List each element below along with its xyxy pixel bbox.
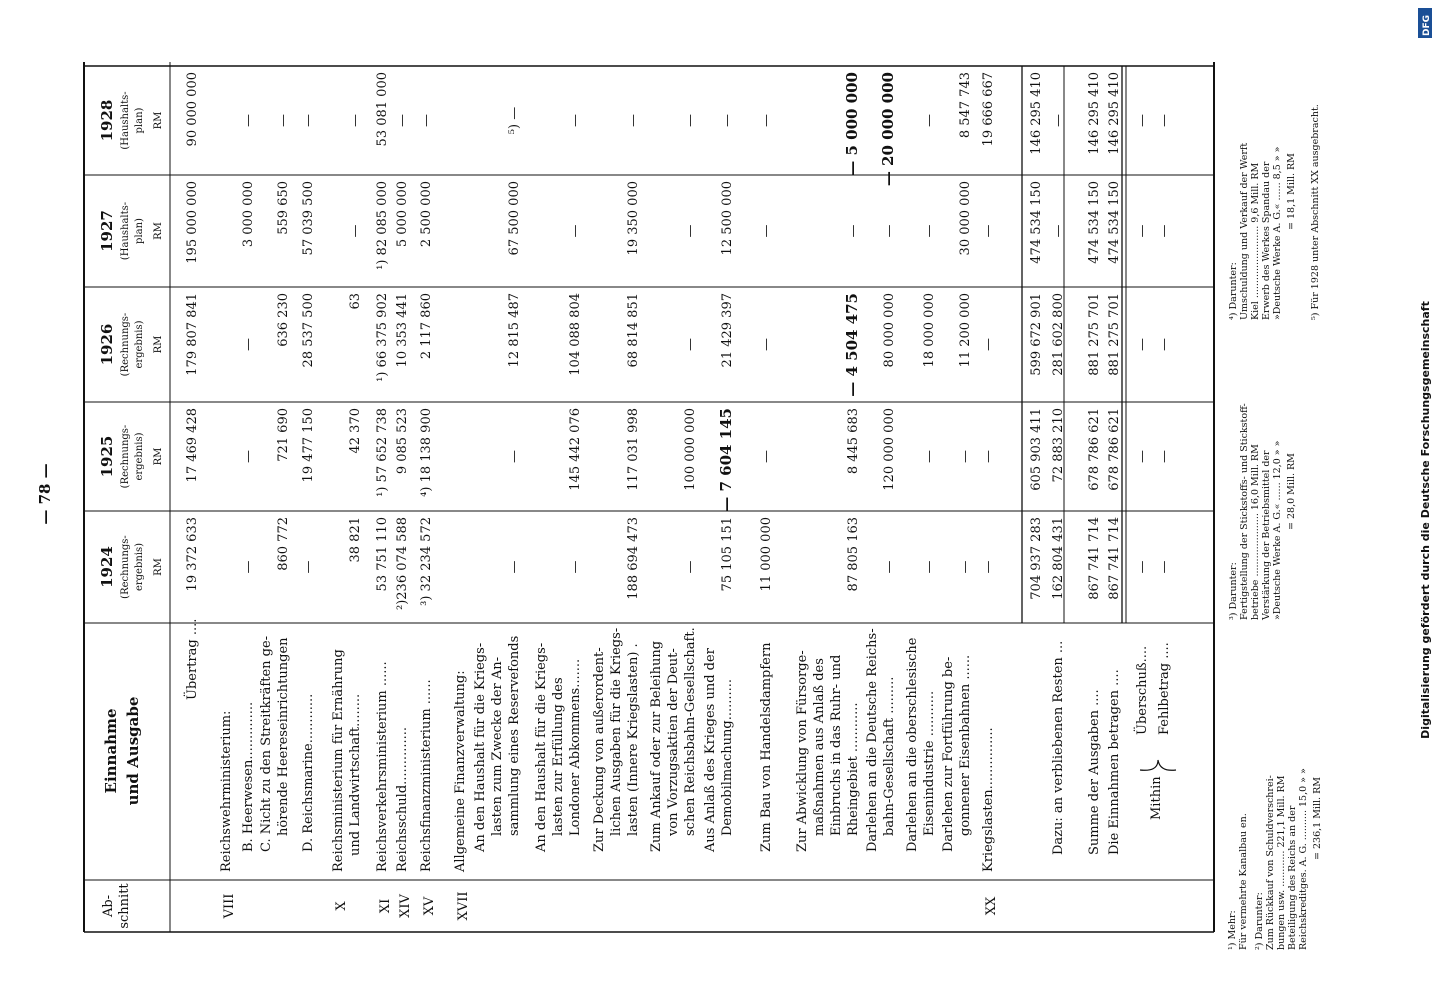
row-label: Kriegslasten............... bbox=[981, 727, 996, 872]
cell-value: — bbox=[276, 114, 291, 127]
cell-value: — bbox=[1135, 224, 1150, 238]
cell-value: 18 000 000 bbox=[922, 293, 937, 368]
row-label: An den Haushalt für die Kriegs- bbox=[534, 642, 549, 852]
total-label: Dazu: an verbliebenen Resten ... bbox=[1051, 640, 1066, 855]
cell-value: 2 117 860 bbox=[419, 293, 434, 360]
cell-value: — bbox=[981, 338, 996, 351]
cell-value: — bbox=[1135, 114, 1150, 127]
cell-value: — bbox=[683, 338, 698, 351]
table-row bbox=[259, 114, 291, 852]
cell-value: — bbox=[348, 114, 363, 127]
cell-value: 75 105 151 bbox=[720, 517, 735, 592]
row-label: Reichsministerium für Ernährung bbox=[331, 649, 346, 872]
table-row bbox=[534, 114, 583, 853]
year-subheader: plan) bbox=[134, 107, 145, 134]
cell-value: 179 807 841 bbox=[185, 293, 200, 376]
year-subheader: ergebnis) bbox=[134, 320, 145, 369]
total-label: Fehlbetrag .... bbox=[1157, 642, 1172, 735]
unit-header: RM bbox=[153, 447, 164, 466]
cell-value: — 4 504 475 bbox=[843, 293, 861, 397]
cell-value: 87 805 163 bbox=[846, 517, 861, 592]
table-row bbox=[219, 711, 237, 920]
cell-value: 721 690 bbox=[276, 408, 291, 462]
footnote-line: bungen usw. ............ 221,1 Mill. RM bbox=[1276, 775, 1287, 950]
footnote-line: »Deutsche Werke A. G.« ...... 8,5 » » bbox=[1272, 146, 1283, 320]
year-subheader: (Rechnungs- bbox=[120, 424, 131, 489]
cell-value: 474 534 150 bbox=[1029, 181, 1044, 264]
footnote-line: Zum Rückkauf von Schuldverschrei- bbox=[1265, 775, 1276, 950]
year-subheader: ergebnis) bbox=[134, 432, 145, 481]
cell-value: 21 429 397 bbox=[720, 293, 735, 368]
cell-value: — bbox=[981, 224, 996, 238]
cell-value: — bbox=[958, 450, 973, 463]
row-label: lasten zur Erfüllung des bbox=[551, 677, 566, 836]
dfg-badge: DFG bbox=[1422, 14, 1432, 36]
cell-value: — bbox=[568, 114, 583, 127]
cell-value: 53 751 110 bbox=[375, 517, 390, 592]
cell-value: ¹) 57 652 738 bbox=[375, 408, 390, 497]
cell-value: 9 085 523 bbox=[395, 408, 410, 475]
table-row bbox=[592, 114, 641, 852]
row-label: Reichsverkehrsministerium ...... bbox=[375, 661, 390, 872]
row-label: lichen Ausgaben für die Kriegs- bbox=[609, 627, 624, 836]
row-label: Rheingebiet ............ bbox=[846, 702, 861, 836]
label-header: und Ausgabe bbox=[124, 696, 142, 806]
table-row bbox=[183, 72, 200, 700]
year-subheader: plan) bbox=[134, 218, 145, 244]
row-label: Zum Bau von Handelsdampfern bbox=[759, 642, 774, 852]
cell-value: — bbox=[419, 114, 434, 127]
cell-value: 42 370 bbox=[348, 408, 363, 454]
cell-value: ⁴) 18 138 900 bbox=[419, 408, 434, 497]
footnote-line: = 236,1 Mill. RM bbox=[1312, 777, 1323, 860]
row-label: B. Heerwesen.............. bbox=[241, 701, 256, 852]
year-subheader: ergebnis) bbox=[134, 542, 145, 592]
footnote-line: »Deutsche Werke A. G.« ...... 12,0 » » bbox=[1272, 440, 1283, 620]
row-label: Aus Anlaß des Krieges und der bbox=[703, 648, 718, 852]
total-label: Die Einnahmen betragen .... bbox=[1107, 669, 1122, 855]
cell-value: 72 883 210 bbox=[1051, 408, 1066, 483]
brace bbox=[1140, 760, 1176, 770]
footnote-line: Kiel ........................ 9,6 Mill. RM bbox=[1250, 162, 1261, 320]
cell-value: 38 821 bbox=[348, 517, 363, 563]
year-subheader: (Rechnungs- bbox=[120, 312, 131, 377]
cell-value: 120 000 000 bbox=[882, 408, 897, 491]
digitization-credit: Digitalisierung gefördert durch die Deutsche Forschungsgemeinschaft bbox=[1419, 301, 1432, 739]
cell-value: 195 000 000 bbox=[185, 181, 200, 264]
footnote-line: Beteiligung des Reichs an der bbox=[1287, 805, 1298, 950]
row-label: An den Haushalt für die Kriegs- bbox=[473, 642, 488, 852]
row-label: Zur Abwicklung von Fürsorge- bbox=[795, 650, 810, 852]
footnotes bbox=[1227, 104, 1323, 950]
row-label: Reichsschuld.............. bbox=[395, 727, 410, 872]
cell-value: 881 275 701 bbox=[1087, 293, 1102, 376]
total-row bbox=[1087, 72, 1102, 855]
cell-value: 12 815 487 bbox=[507, 293, 522, 368]
row-label: Zum Ankauf oder zur Beleihung bbox=[649, 640, 664, 852]
footnote-line: = 28,0 Mill. RM bbox=[1286, 453, 1297, 530]
row-label: von Vorzugsaktien der Deut- bbox=[666, 648, 681, 836]
section-number: XI bbox=[378, 898, 393, 914]
row-label: Reichsfinanzministerium ...... bbox=[419, 679, 434, 872]
cell-value: — bbox=[683, 224, 698, 238]
cell-value: — bbox=[395, 114, 410, 127]
cell-value: 28 537 500 bbox=[301, 293, 316, 368]
cell-value: ¹) 66 375 902 bbox=[375, 293, 390, 382]
cell-value: — bbox=[241, 114, 256, 127]
cell-value: ²)236 074 588 bbox=[395, 517, 410, 610]
table-row bbox=[241, 114, 256, 852]
cell-value: 867 741 714 bbox=[1087, 517, 1102, 600]
cell-value: — bbox=[301, 114, 316, 127]
row-label: Einbruchs in das Ruhr- und bbox=[829, 654, 844, 836]
cell-value: ¹) 82 085 000 bbox=[375, 181, 390, 270]
cell-value: — bbox=[882, 560, 897, 574]
cell-value: — bbox=[1135, 338, 1150, 351]
table-row bbox=[301, 114, 316, 852]
table-row bbox=[375, 72, 393, 913]
footnote-line: Fertigstellung der Stickstoffs- und Stickstoff- bbox=[1239, 403, 1250, 620]
cell-value: — bbox=[1157, 224, 1172, 238]
row-label: Allgemeine Finanzverwaltung: bbox=[453, 670, 468, 872]
row-label: Reichswehrministerium: bbox=[219, 710, 234, 872]
cell-value: — bbox=[759, 450, 774, 463]
footnote-line: ⁵) Für 1928 unter Abschnitt XX ausgebracht. bbox=[1310, 104, 1321, 320]
cell-value: — bbox=[981, 560, 996, 574]
cell-value: 678 786 621 bbox=[1107, 408, 1122, 491]
row-label: maßnahmen aus Anlaß des bbox=[812, 658, 827, 836]
cell-value: 559 650 bbox=[276, 181, 291, 235]
cell-value: 17 469 428 bbox=[185, 408, 200, 483]
row-label: schen Reichsbahn-Gesellschaft. bbox=[683, 627, 698, 836]
cell-value: — bbox=[348, 224, 363, 238]
table-body bbox=[183, 72, 1176, 920]
cell-value: — bbox=[759, 338, 774, 351]
footnote-line: betriebe ..................... 16,0 Mill. RM bbox=[1250, 444, 1261, 620]
cell-value: 146 295 410 bbox=[1029, 72, 1044, 155]
cell-value: — bbox=[626, 114, 641, 127]
cell-value: 19 666 667 bbox=[981, 72, 996, 147]
cell-value: 281 602 800 bbox=[1051, 293, 1066, 376]
cell-value: — bbox=[759, 224, 774, 238]
footnote-line: ⁴) Darunter: bbox=[1228, 262, 1239, 320]
table-row bbox=[419, 114, 437, 915]
cell-value: — bbox=[1051, 114, 1066, 127]
cell-value: 188 694 473 bbox=[626, 517, 641, 600]
cell-value: 881 275 701 bbox=[1107, 293, 1122, 376]
footnote-line: ¹) Mehr: bbox=[1227, 910, 1238, 950]
cell-value: 19 372 633 bbox=[185, 517, 200, 592]
label-header: Einnahme bbox=[102, 708, 120, 794]
mithin-label: Mithin bbox=[1149, 776, 1164, 820]
cell-value: 10 353 441 bbox=[395, 293, 410, 368]
footnote-line: Umschuldung und Verkauf der Werft bbox=[1239, 142, 1250, 320]
year-header: 1925 bbox=[98, 435, 116, 478]
table-row bbox=[865, 72, 897, 852]
cell-value: 8 445 683 bbox=[846, 408, 861, 475]
row-label: Zur Deckung von außerordent- bbox=[592, 647, 607, 852]
cell-value: — bbox=[1157, 450, 1172, 463]
table-row bbox=[649, 114, 698, 852]
cell-value: 104 088 804 bbox=[568, 293, 583, 376]
footnote-line: Erwerb des Werkes Spandau der bbox=[1261, 161, 1272, 320]
cell-value: — 20 000 000 bbox=[879, 72, 897, 187]
cell-value: — bbox=[882, 224, 897, 238]
cell-value: 80 000 000 bbox=[882, 293, 897, 368]
cell-value: 146 295 410 bbox=[1107, 72, 1122, 155]
total-row bbox=[1107, 72, 1122, 855]
cell-value: — bbox=[241, 338, 256, 351]
year-subheader: (Haushalts- bbox=[120, 91, 131, 150]
row-label: Übertrag .... bbox=[185, 618, 200, 700]
cell-value: 19 350 000 bbox=[626, 181, 641, 256]
cell-value: 704 937 283 bbox=[1029, 517, 1044, 600]
cell-value: 636 230 bbox=[276, 293, 291, 347]
cell-value: ³) 32 234 572 bbox=[419, 517, 434, 606]
table-row bbox=[759, 114, 774, 852]
cell-value: 19 477 150 bbox=[301, 408, 316, 483]
total-row bbox=[1157, 114, 1172, 735]
section-number: X bbox=[334, 901, 349, 911]
section-number: XIV bbox=[398, 894, 413, 918]
total-label: Summe der Ausgaben .... bbox=[1087, 689, 1102, 855]
row-label: Darlehen an die Deutsche Reichs- bbox=[865, 628, 880, 852]
unit-header: RM bbox=[153, 558, 164, 576]
cell-value: — bbox=[958, 560, 973, 574]
cell-value: — bbox=[568, 560, 583, 574]
cell-value: 860 772 bbox=[276, 517, 291, 571]
table-header bbox=[98, 91, 164, 928]
total-row bbox=[1029, 72, 1044, 600]
row-label: Eisenindustrie ........... bbox=[922, 690, 937, 836]
section-number: XV bbox=[422, 896, 437, 916]
row-label: Londoner Abkommens....... bbox=[568, 658, 583, 836]
cell-value: — bbox=[683, 114, 698, 127]
section-number: XX bbox=[984, 896, 999, 916]
page-number: — 78 — bbox=[36, 463, 54, 525]
footnote-line: ²) Darunter: bbox=[1254, 892, 1265, 950]
cell-value: — bbox=[922, 114, 937, 127]
cell-value: 3 000 000 bbox=[241, 181, 256, 248]
row-label: C. Nicht zu den Streitkräften ge- bbox=[259, 635, 274, 852]
row-label: hörende Heereseinrichtungen bbox=[276, 637, 291, 836]
row-label: lasten zum Zwecke der An- bbox=[490, 656, 505, 836]
cell-value: 67 500 000 bbox=[507, 181, 522, 256]
cell-value: — bbox=[241, 450, 256, 463]
cell-value: 8 547 743 bbox=[958, 72, 973, 139]
cell-value: 2 500 000 bbox=[419, 181, 434, 248]
year-header: 1928 bbox=[98, 99, 116, 142]
unit-header: RM bbox=[153, 111, 164, 130]
cell-value: 605 903 411 bbox=[1029, 408, 1044, 491]
cell-value: — bbox=[981, 450, 996, 463]
cell-value: 678 786 621 bbox=[1087, 408, 1102, 491]
cell-value: 12 500 000 bbox=[720, 181, 735, 256]
table-row bbox=[703, 114, 735, 853]
cell-value: 30 000 000 bbox=[958, 181, 973, 256]
cell-value: — bbox=[1157, 560, 1172, 574]
cell-value: — bbox=[720, 114, 735, 127]
cell-value: — bbox=[568, 224, 583, 238]
table-row bbox=[331, 114, 363, 911]
cell-value: 146 295 410 bbox=[1087, 72, 1102, 155]
cell-value: 162 804 431 bbox=[1051, 517, 1066, 600]
total-row bbox=[1133, 114, 1150, 735]
unit-header: RM bbox=[153, 222, 164, 240]
cell-value: — bbox=[759, 114, 774, 127]
row-label: Darlehen an die oberschlesische bbox=[905, 637, 920, 852]
cell-value: — bbox=[507, 450, 522, 463]
cell-value: 63 bbox=[348, 293, 363, 310]
row-label: lasten (Innere Kriegslasten) . bbox=[626, 643, 641, 836]
table-row bbox=[453, 670, 471, 920]
footnote-line: Verstärkung der Betriebsmittel der bbox=[1261, 450, 1272, 620]
cell-value: ⁵) — bbox=[507, 106, 522, 135]
cell-value: — bbox=[301, 560, 316, 574]
cell-value: — bbox=[1135, 560, 1150, 574]
year-header: 1924 bbox=[98, 546, 116, 588]
cell-value: — 5 000 000 bbox=[843, 72, 861, 176]
year-subheader: (Rechnungs- bbox=[120, 535, 131, 599]
table-row bbox=[473, 107, 522, 853]
cell-value: 11 200 000 bbox=[958, 293, 973, 368]
year-header: 1926 bbox=[98, 323, 116, 366]
cell-value: 68 814 851 bbox=[626, 293, 641, 368]
table-row bbox=[941, 72, 973, 852]
cell-value: — bbox=[922, 450, 937, 463]
total-label: Überschuß.... bbox=[1135, 645, 1150, 735]
row-label: Demobilmachung.......... bbox=[720, 678, 735, 836]
cell-value: — bbox=[846, 224, 861, 238]
abschnitt-header: Ab- bbox=[101, 894, 116, 918]
row-label: bahn-Gesellschaft ......... bbox=[882, 676, 897, 836]
cell-value: 867 741 714 bbox=[1107, 517, 1122, 600]
unit-header: RM bbox=[153, 335, 164, 354]
section-number: VIII bbox=[222, 893, 237, 919]
cell-value: — bbox=[1157, 338, 1172, 351]
cell-value: 90 000 000 bbox=[185, 72, 200, 147]
row-label: gonnener Eisenbahnen ...... bbox=[958, 654, 973, 836]
cell-value: 57 039 500 bbox=[301, 181, 316, 256]
cell-value: — bbox=[683, 560, 698, 574]
cell-value: 117 031 998 bbox=[626, 408, 641, 491]
row-label: Darlehen zur Fortführung be- bbox=[941, 656, 956, 852]
cell-value: — bbox=[922, 224, 937, 238]
cell-value: — bbox=[1157, 114, 1172, 127]
cell-value: 599 672 901 bbox=[1029, 293, 1044, 376]
cell-value: — bbox=[241, 560, 256, 574]
cell-value: 100 000 000 bbox=[683, 408, 698, 491]
footnote-line: = 18,1 Mill. RM bbox=[1286, 153, 1297, 230]
abschnitt-header: schnitt bbox=[117, 883, 132, 929]
footnote-line: Reichskreditges. A. G. .......... 15,0 » » bbox=[1298, 768, 1309, 950]
cell-value: 11 000 000 bbox=[759, 517, 774, 592]
table-row bbox=[395, 114, 413, 918]
cell-value: 474 534 150 bbox=[1107, 181, 1122, 264]
cell-value: 53 081 000 bbox=[375, 72, 390, 147]
cell-value: — 7 604 145 bbox=[717, 408, 735, 512]
footnote-line: Für vermehrte Kanalbau en. bbox=[1238, 813, 1249, 950]
cell-value: 5 000 000 bbox=[395, 181, 410, 248]
table-row bbox=[795, 72, 861, 852]
cell-value: — bbox=[922, 560, 937, 574]
footnote-line: ³) Darunter: bbox=[1228, 562, 1239, 620]
cell-value: — bbox=[507, 560, 522, 574]
cell-value: — bbox=[1051, 224, 1066, 238]
row-label: D. Reichsmarine............ bbox=[301, 693, 316, 852]
table-row bbox=[905, 114, 937, 852]
table-row bbox=[981, 72, 999, 915]
year-subheader: (Haushalts- bbox=[120, 201, 131, 261]
cell-value: 474 534 150 bbox=[1087, 181, 1102, 264]
row-label: sammlung eines Reservefonds bbox=[507, 635, 522, 836]
year-header: 1927 bbox=[98, 210, 116, 252]
section-number: XVII bbox=[456, 891, 471, 921]
row-label: und Landwirtschaft........ bbox=[348, 693, 363, 856]
cell-value: — bbox=[1135, 450, 1150, 463]
cell-value: 145 442 076 bbox=[568, 408, 583, 491]
